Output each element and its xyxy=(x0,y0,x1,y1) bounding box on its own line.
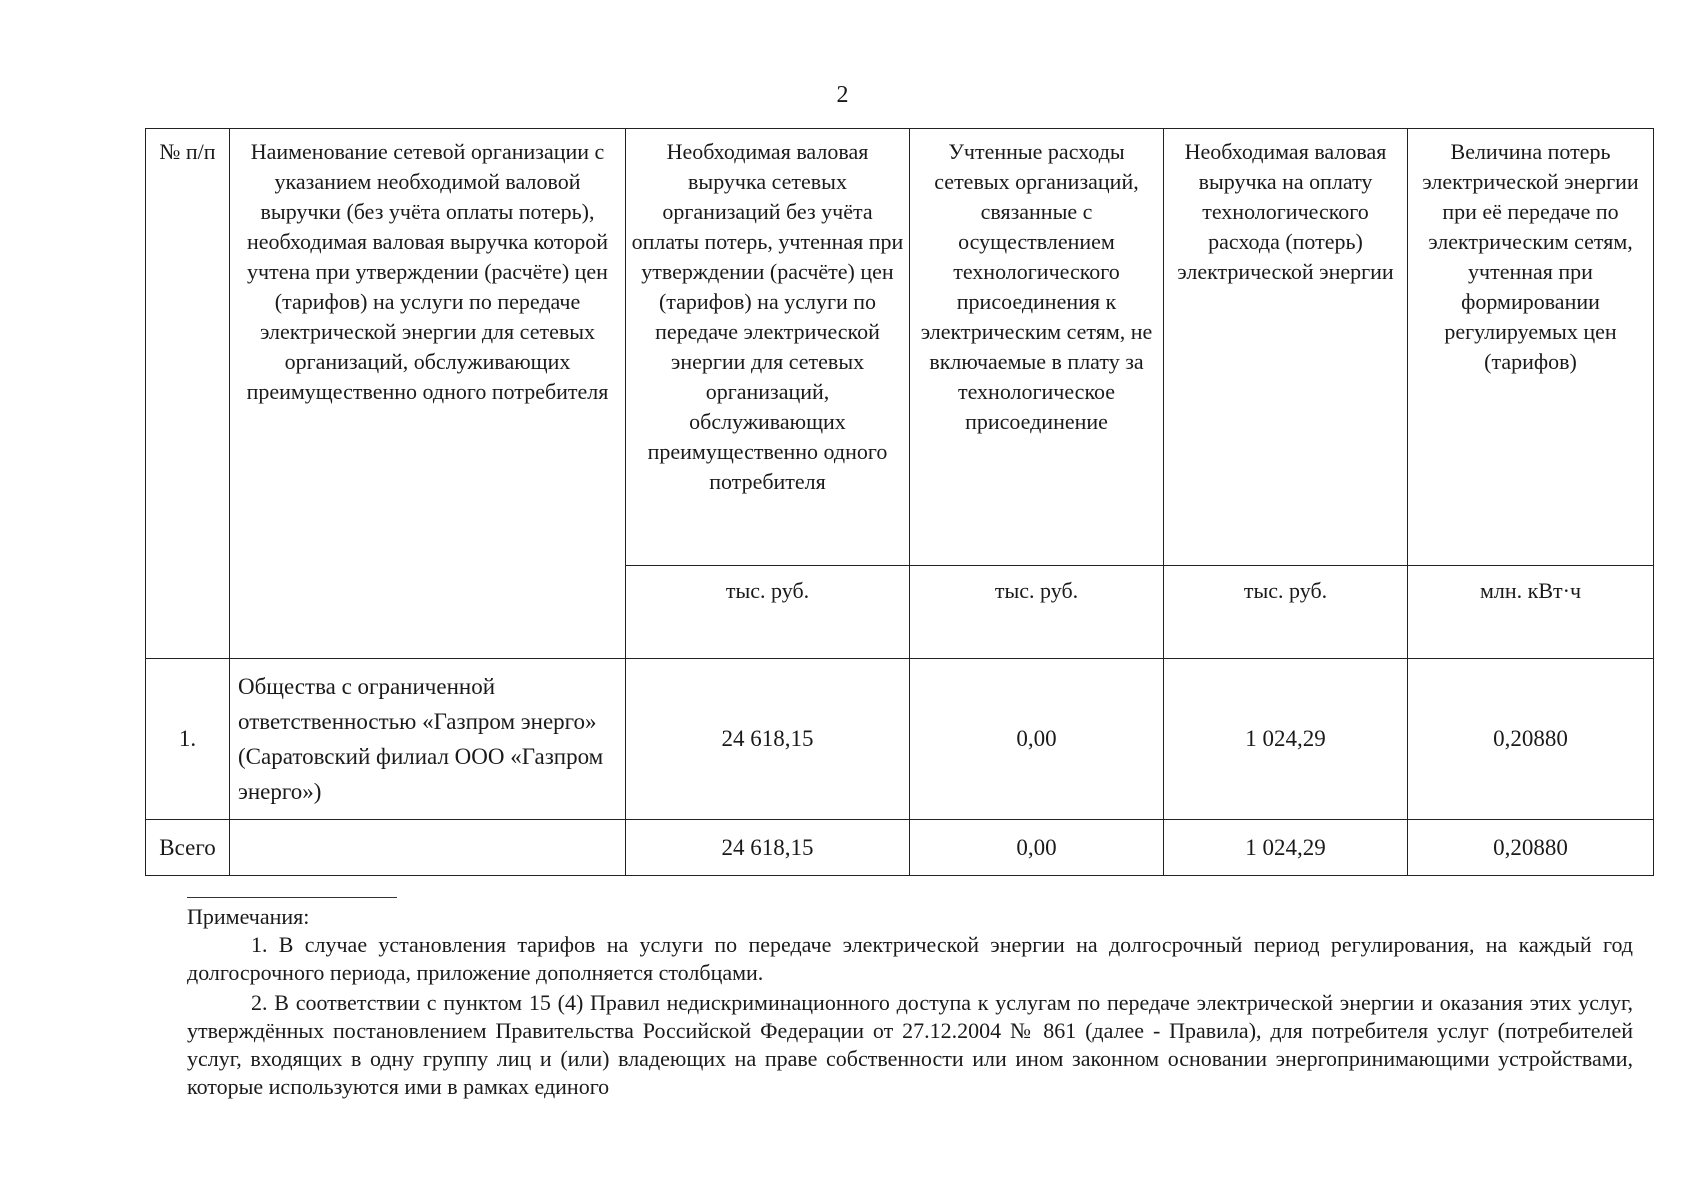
total-label: Всего xyxy=(146,820,230,876)
total-expenses: 0,00 xyxy=(910,820,1164,876)
header-losses-volume: Величина потерь электрической энергии при её передаче по электрическим сетям, учтенная при формировании регулируемых цен (тарифов) xyxy=(1408,129,1654,566)
total-nvv: 24 618,15 xyxy=(626,820,910,876)
notes-section xyxy=(187,897,1633,1103)
header-nvv: Необходимая валовая выручка сетевых организаций без учёта оплаты потерь, учтенная при утверждении (расчёте) цен (тарифов) на услуги по передаче электрической энергии для сетевых организаций, обслуживающих преимущественно одного потребителя xyxy=(626,129,910,566)
row-losses-payment: 1 024,29 xyxy=(1164,659,1408,820)
unit-expenses: тыс. руб. xyxy=(910,566,1164,659)
row-number: 1. xyxy=(146,659,230,820)
unit-losses-payment: тыс. руб. xyxy=(1164,566,1408,659)
total-organization-empty xyxy=(230,820,626,876)
header-losses-payment: Необходимая валовая выручка на оплату технологического расхода (потерь) электрической энергии xyxy=(1164,129,1408,566)
table-row xyxy=(146,659,1654,820)
table-header-row xyxy=(146,129,1654,566)
row-expenses: 0,00 xyxy=(910,659,1164,820)
row-organization: Общества с ограниченной ответственностью «Газпром энерго» (Саратовский филиал ООО «Газпром энерго») xyxy=(230,659,626,820)
header-expenses: Учтенные расходы сетевых организаций, связанные с осуществлением технологического присоединения к электрическим сетям, не включаемые в плату за технологическое присоединение xyxy=(910,129,1164,566)
table-total-row xyxy=(146,820,1654,876)
row-nvv: 24 618,15 xyxy=(626,659,910,820)
unit-losses-volume: млн. кВт·ч xyxy=(1408,566,1654,659)
tariff-table xyxy=(145,128,1654,876)
total-losses-volume: 0,20880 xyxy=(1408,820,1654,876)
row-losses-volume: 0,20880 xyxy=(1408,659,1654,820)
page-number: 2 xyxy=(836,82,849,108)
header-organization: Наименование сетевой организации с указанием необходимой валовой выручки (без учёта оплаты потерь), необходимая валовая выручка которой учтена при утверждении (расчёте) цен (тарифов) на услуги по передаче электрической энергии для сетевых организаций, обслуживающих преимущественно одного потребителя xyxy=(230,129,626,659)
note-item-1: 1. В случае установления тарифов на услуги по передаче электрической энергии на долгосрочный период регулирования, на каждый год долгосрочного периода, приложение дополняется столбцами. xyxy=(187,932,1633,985)
header-number: № п/п xyxy=(146,129,230,659)
note-item-2: 2. В соответствии с пунктом 15 (4) Правил недискриминационного доступа к услугам по передаче электрической энергии и оказания этих услуг, утверждённых постановлением Правительства Российской Федерации от 27.12.2004 № 861 (далее - Правила), для потребителя услуг (потребителей услуг, входящих в одну группу лиц и (или) владеющих на праве собственности или ином законном основании энергопринимающими устройствами, которые используются ими в рамках единого xyxy=(187,990,1633,1099)
unit-nvv: тыс. руб. xyxy=(626,566,910,659)
notes-title: Примечания: xyxy=(187,904,310,929)
total-losses-payment: 1 024,29 xyxy=(1164,820,1408,876)
